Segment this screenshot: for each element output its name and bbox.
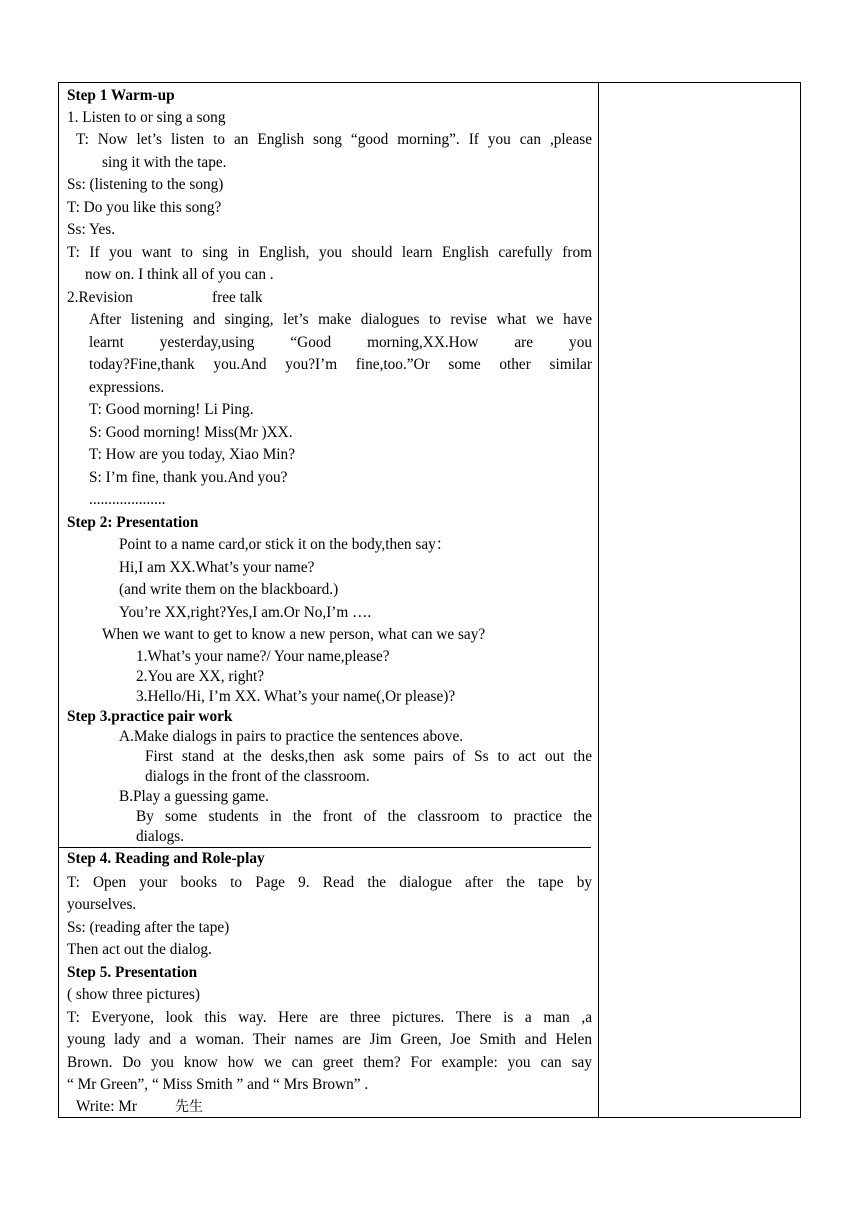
- text-line: T: Everyone, look this way. Here are three pictures. There is a man ,a: [67, 1009, 592, 1026]
- text-line: Point to a name card,or stick it on the body,then say：: [119, 536, 452, 553]
- text-line: Ss: (reading after the tape): [67, 919, 230, 936]
- text-line: “ Mr Green”, “ Miss Smith ” and “ Mrs Brown” .: [67, 1076, 369, 1093]
- text-line: yourselves.: [67, 896, 137, 913]
- text-line: 2.Revision: [67, 289, 133, 306]
- text-line: 1. Listen to or sing a song: [67, 109, 226, 126]
- text-line: (and write them on the blackboard.): [119, 581, 339, 598]
- text-line: T: If you want to sing in English, you should learn English carefully from: [67, 244, 592, 261]
- text-line: 1.What’s your name?/ Your name,please?: [136, 648, 390, 665]
- text-line: By some students in the front of the classroom to practice the: [136, 808, 592, 825]
- text-line: You’re XX,right?Yes,I am.Or No,I’m ….: [119, 604, 372, 621]
- text-line: learnt yesterday,using “Good morning,XX.How are you: [89, 334, 592, 351]
- text-line: Ss: Yes.: [67, 221, 116, 238]
- text-line: Write: Mr: [76, 1098, 137, 1115]
- text-line: Brown. Do you know how we can greet them? For example: you can say: [67, 1054, 592, 1071]
- text-line: ( show three pictures): [67, 986, 200, 1003]
- text-line: expressions.: [89, 379, 165, 396]
- text-line: Ss: (listening to the song): [67, 176, 224, 193]
- lesson-plan-table: [58, 82, 801, 1118]
- text-line: S: I’m fine, thank you.And you?: [89, 469, 288, 486]
- column-divider: [598, 83, 599, 1117]
- text-line: T: Good morning! Li Ping.: [89, 401, 254, 418]
- text-line: T: How are you today, Xiao Min?: [89, 446, 295, 463]
- text-line: sing it with the tape.: [102, 154, 227, 171]
- text-line: free talk: [212, 289, 263, 306]
- text-line: today?Fine,thank you.And you?I’m fine,too.”Or some other similar: [89, 356, 592, 373]
- text-line: After listening and singing, let’s make dialogues to revise what we have: [89, 311, 592, 328]
- text-line: now on. I think all of you can .: [85, 266, 274, 283]
- text-line: 3.Hello/Hi, I’m XX. What’s your name(,Or please)?: [136, 688, 456, 705]
- step-1-heading: Step 1 Warm-up: [67, 87, 175, 104]
- text-line: T: Now let’s listen to an English song “good morning”. If you can ,please: [76, 131, 592, 148]
- text-line: ....................: [89, 491, 166, 508]
- text-line: B.Play a guessing game.: [119, 788, 269, 805]
- text-line: T: Open your books to Page 9. Read the dialogue after the tape by: [67, 874, 592, 891]
- text-line: 2.You are XX, right?: [136, 668, 265, 685]
- text-line: First stand at the desks,then ask some pairs of Ss to act out the: [145, 748, 592, 765]
- step-3-heading: Step 3.practice pair work: [67, 708, 233, 725]
- step-4-heading: Step 4. Reading and Role-play: [67, 850, 265, 867]
- step-5-heading: Step 5. Presentation: [67, 964, 198, 981]
- step-2-heading: Step 2: Presentation: [67, 514, 199, 531]
- text-line: dialogs.: [136, 828, 185, 845]
- text-line: 先生: [175, 1099, 203, 1115]
- text-line: S: Good morning! Miss(Mr )XX.: [89, 424, 293, 441]
- text-line: dialogs in the front of the classroom.: [145, 768, 370, 785]
- text-line: young lady and a woman. Their names are Jim Green, Joe Smith and Helen: [67, 1031, 592, 1048]
- text-line: T: Do you like this song?: [67, 199, 222, 216]
- section-rule: [59, 847, 591, 848]
- text-line: Then act out the dialog.: [67, 941, 212, 958]
- text-line: Hi,I am XX.What’s your name?: [119, 559, 315, 576]
- text-line: When we want to get to know a new person, what can we say?: [102, 626, 486, 643]
- text-line: A.Make dialogs in pairs to practice the sentences above.: [119, 728, 464, 745]
